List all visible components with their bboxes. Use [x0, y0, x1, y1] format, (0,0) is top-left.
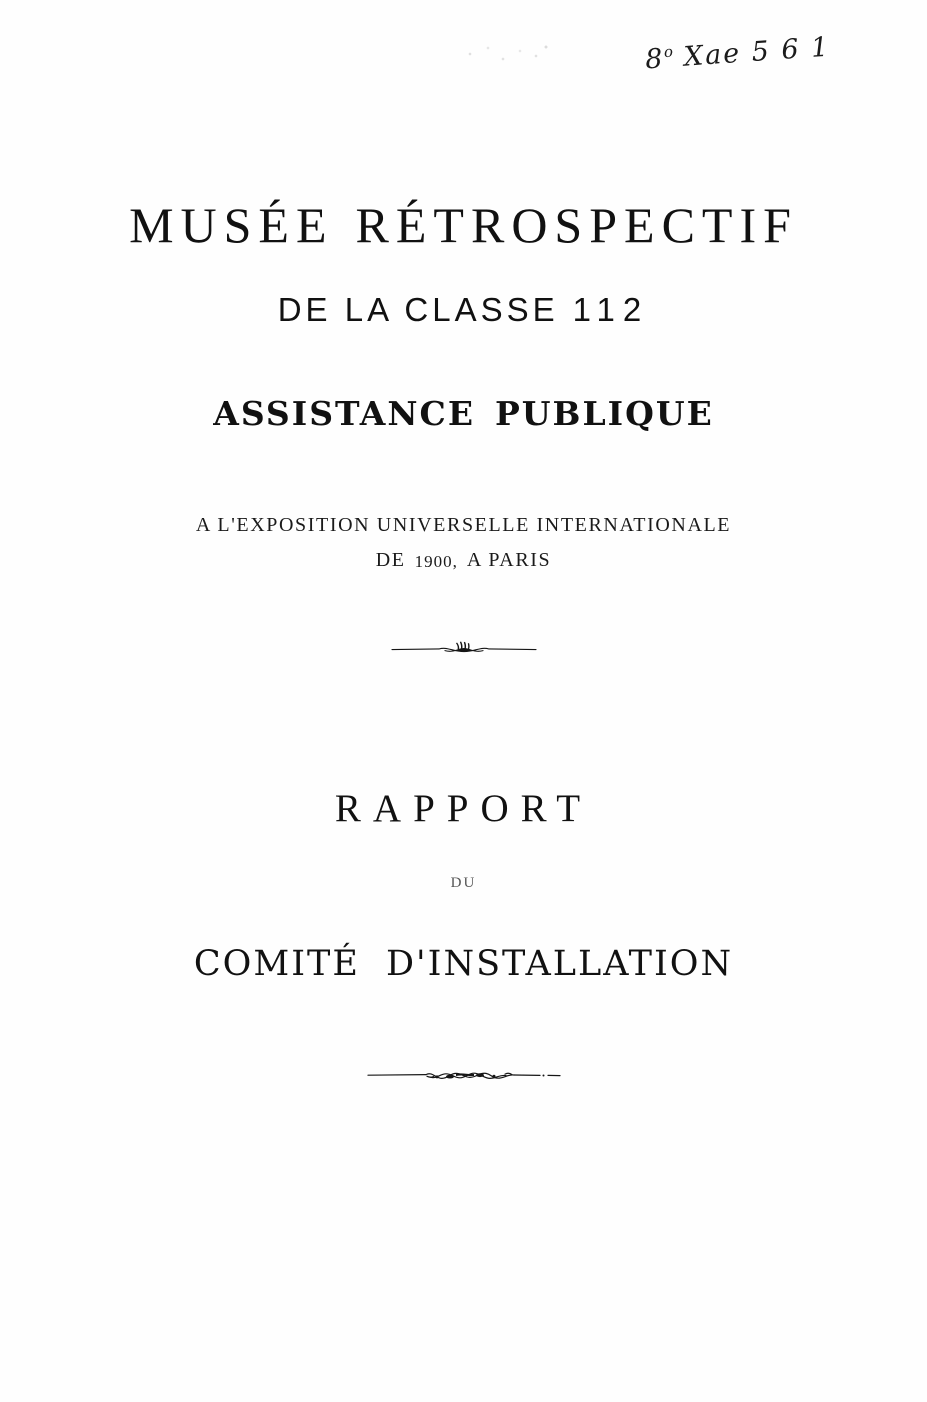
subject-line: [0, 394, 927, 433]
exposition-year: 1900,: [414, 552, 458, 571]
committee-word-comite: COMITÉ: [193, 944, 360, 984]
page-title: [0, 196, 927, 254]
class-number: 112: [572, 291, 650, 328]
class-line: [0, 291, 927, 329]
committee-line: [0, 944, 927, 984]
shelfmark-superscript: o: [663, 42, 674, 62]
exposition-line-1: A L'EXPOSITION UNIVERSELLE INTERNATIONALE: [195, 514, 732, 536]
subject-word-publique: PUBLIQUE: [494, 394, 714, 433]
subject-word-assistance: ASSISTANCE: [213, 394, 475, 433]
ornament-upper: [0, 636, 927, 662]
report-connector: DU: [450, 875, 477, 891]
exposition-line-2: [0, 549, 927, 572]
shelfmark-prefix: 8: [644, 43, 666, 76]
scan-speckle: [462, 44, 552, 68]
committee-word-installation: D'INSTALLATION: [385, 944, 734, 984]
class-prefix: DE LA CLASSE: [277, 291, 559, 328]
shelfmark-value: Xae 5 6 1: [682, 31, 832, 73]
title-word-retrospectif: RÉTROSPECTIF: [355, 197, 798, 253]
exposition-prefix: DE: [375, 549, 406, 571]
handwritten-shelfmark: [644, 32, 831, 76]
report-heading: RAPPORT: [334, 787, 593, 830]
ornament-lower: [0, 1062, 927, 1088]
exposition-city: A PARIS: [466, 549, 552, 571]
title-word-musee: MUSÉE: [129, 197, 334, 253]
